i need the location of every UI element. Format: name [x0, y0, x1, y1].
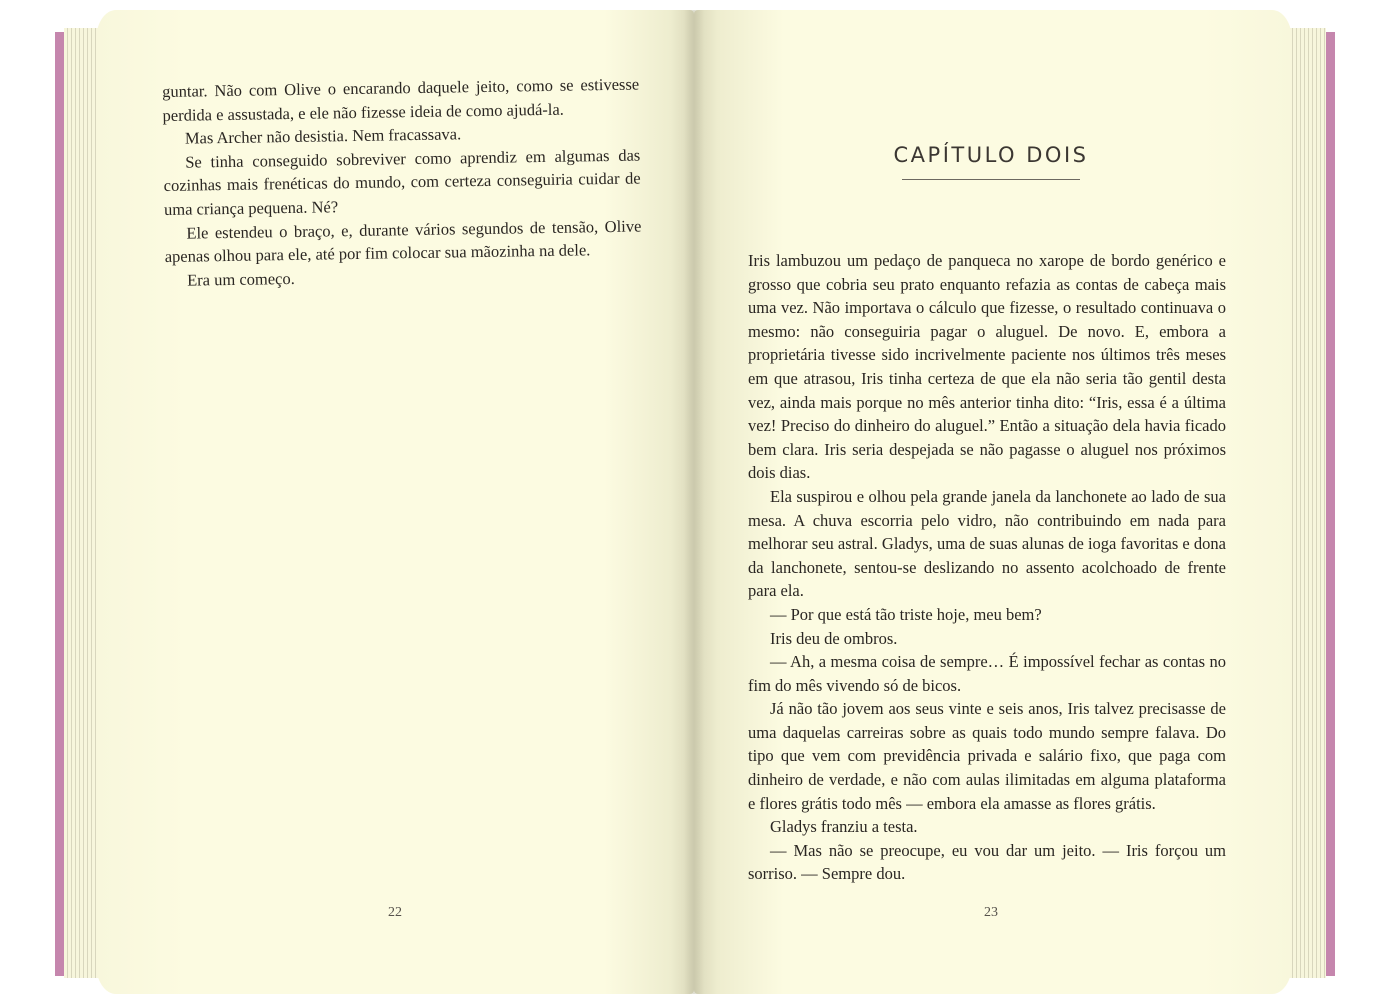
cover-edge-right: [1326, 32, 1335, 976]
right-page-body: [748, 249, 1226, 886]
paragraph: Ela suspirou e olhou pela grande janela da lanchonete ao lado de sua mesa. A chuva escorria pelo vidro, não contribuindo em nada para melhorar seu astral. Gladys, uma de suas alunas de ioga favoritas e dona da lanchonete, sentou-se deslizando no assento acolchoado de frente para ela.: [748, 486, 1226, 601]
paragraph: Mas Archer não desistia. Nem fracassava.: [184, 124, 462, 148]
page-number-left: 22: [388, 905, 402, 920]
chapter-title-rule: [902, 179, 1080, 180]
paragraph: — Por que está tão triste hoje, meu bem?: [770, 604, 1042, 624]
paragraph: Gladys franziu a testa.: [770, 817, 918, 837]
paragraph: Já não tão jovem aos seus vinte e seis anos, Iris talvez precisasse de uma daquelas carreiras sobre as quais todo mundo sempre falava. Do tipo que vem com previdência privada e salário fixo, que paga com dinheiro de verdade, e não com aulas ilimitadas em alguma plataforma e flores grátis todo mês — embora ela amasse as flores grátis.: [748, 699, 1226, 813]
chapter-title: CAPÍTULO DOIS: [893, 143, 1089, 167]
paragraph: Iris lambuzou um pedaço de panqueca no xarope de bordo genérico e grosso que cobria seu prato enquanto refazia as contas de cabeça mais uma vez. Não importava o cálculo que fizesse, o resultado continuava o mesmo: não conseguiria pagar o aluguel. De novo. E, embora a proprietária tivesse sido incrivelmente paciente nos últimos três meses em que atrasou, Iris tinha certeza de que ela não seria tão gentil desta vez, ainda mais porque no mês anterior tinha dito: “Iris, essa é a última vez! Preciso do dinheiro do aluguel.” Então a situação dela havia ficado bem clara. Iris seria despejada se não pagasse o aluguel nos próximos dois dias.: [748, 251, 1226, 483]
page-number-right: 23: [984, 905, 998, 920]
paragraph: guntar. Não com Olive o encarando daquele jeito, como se estivesse perdida e assustada, e ele não fizesse ideia de como ajudá-la.: [162, 74, 640, 125]
left-page-body: [162, 73, 642, 293]
book-gutter: [684, 10, 704, 994]
paragraph: Ele estendeu o braço, e, durante vários segundos de tensão, Olive apenas olhou para ele, até por fim colocar sua mãozinha na dele.: [164, 216, 642, 267]
paragraph: Iris deu de ombros.: [770, 628, 898, 648]
paragraph: — Mas não se preocupe, eu vou dar um jeito. — Iris forçou um sorriso. — Sempre dou.: [748, 840, 1226, 884]
cover-edge-left: [55, 32, 64, 976]
paragraph: Se tinha conseguido sobreviver como aprendiz em algumas das cozinhas mais frenéticas do mundo, com certeza conseguiria cuidar de uma criança pequena. Né?: [163, 145, 641, 219]
page-edges-right: [1288, 28, 1326, 978]
paragraph: Era um começo.: [186, 268, 295, 290]
paragraph: — Ah, a mesma coisa de sempre… É impossível fechar as contas no fim do mês vivendo só de bicos.: [748, 652, 1226, 695]
